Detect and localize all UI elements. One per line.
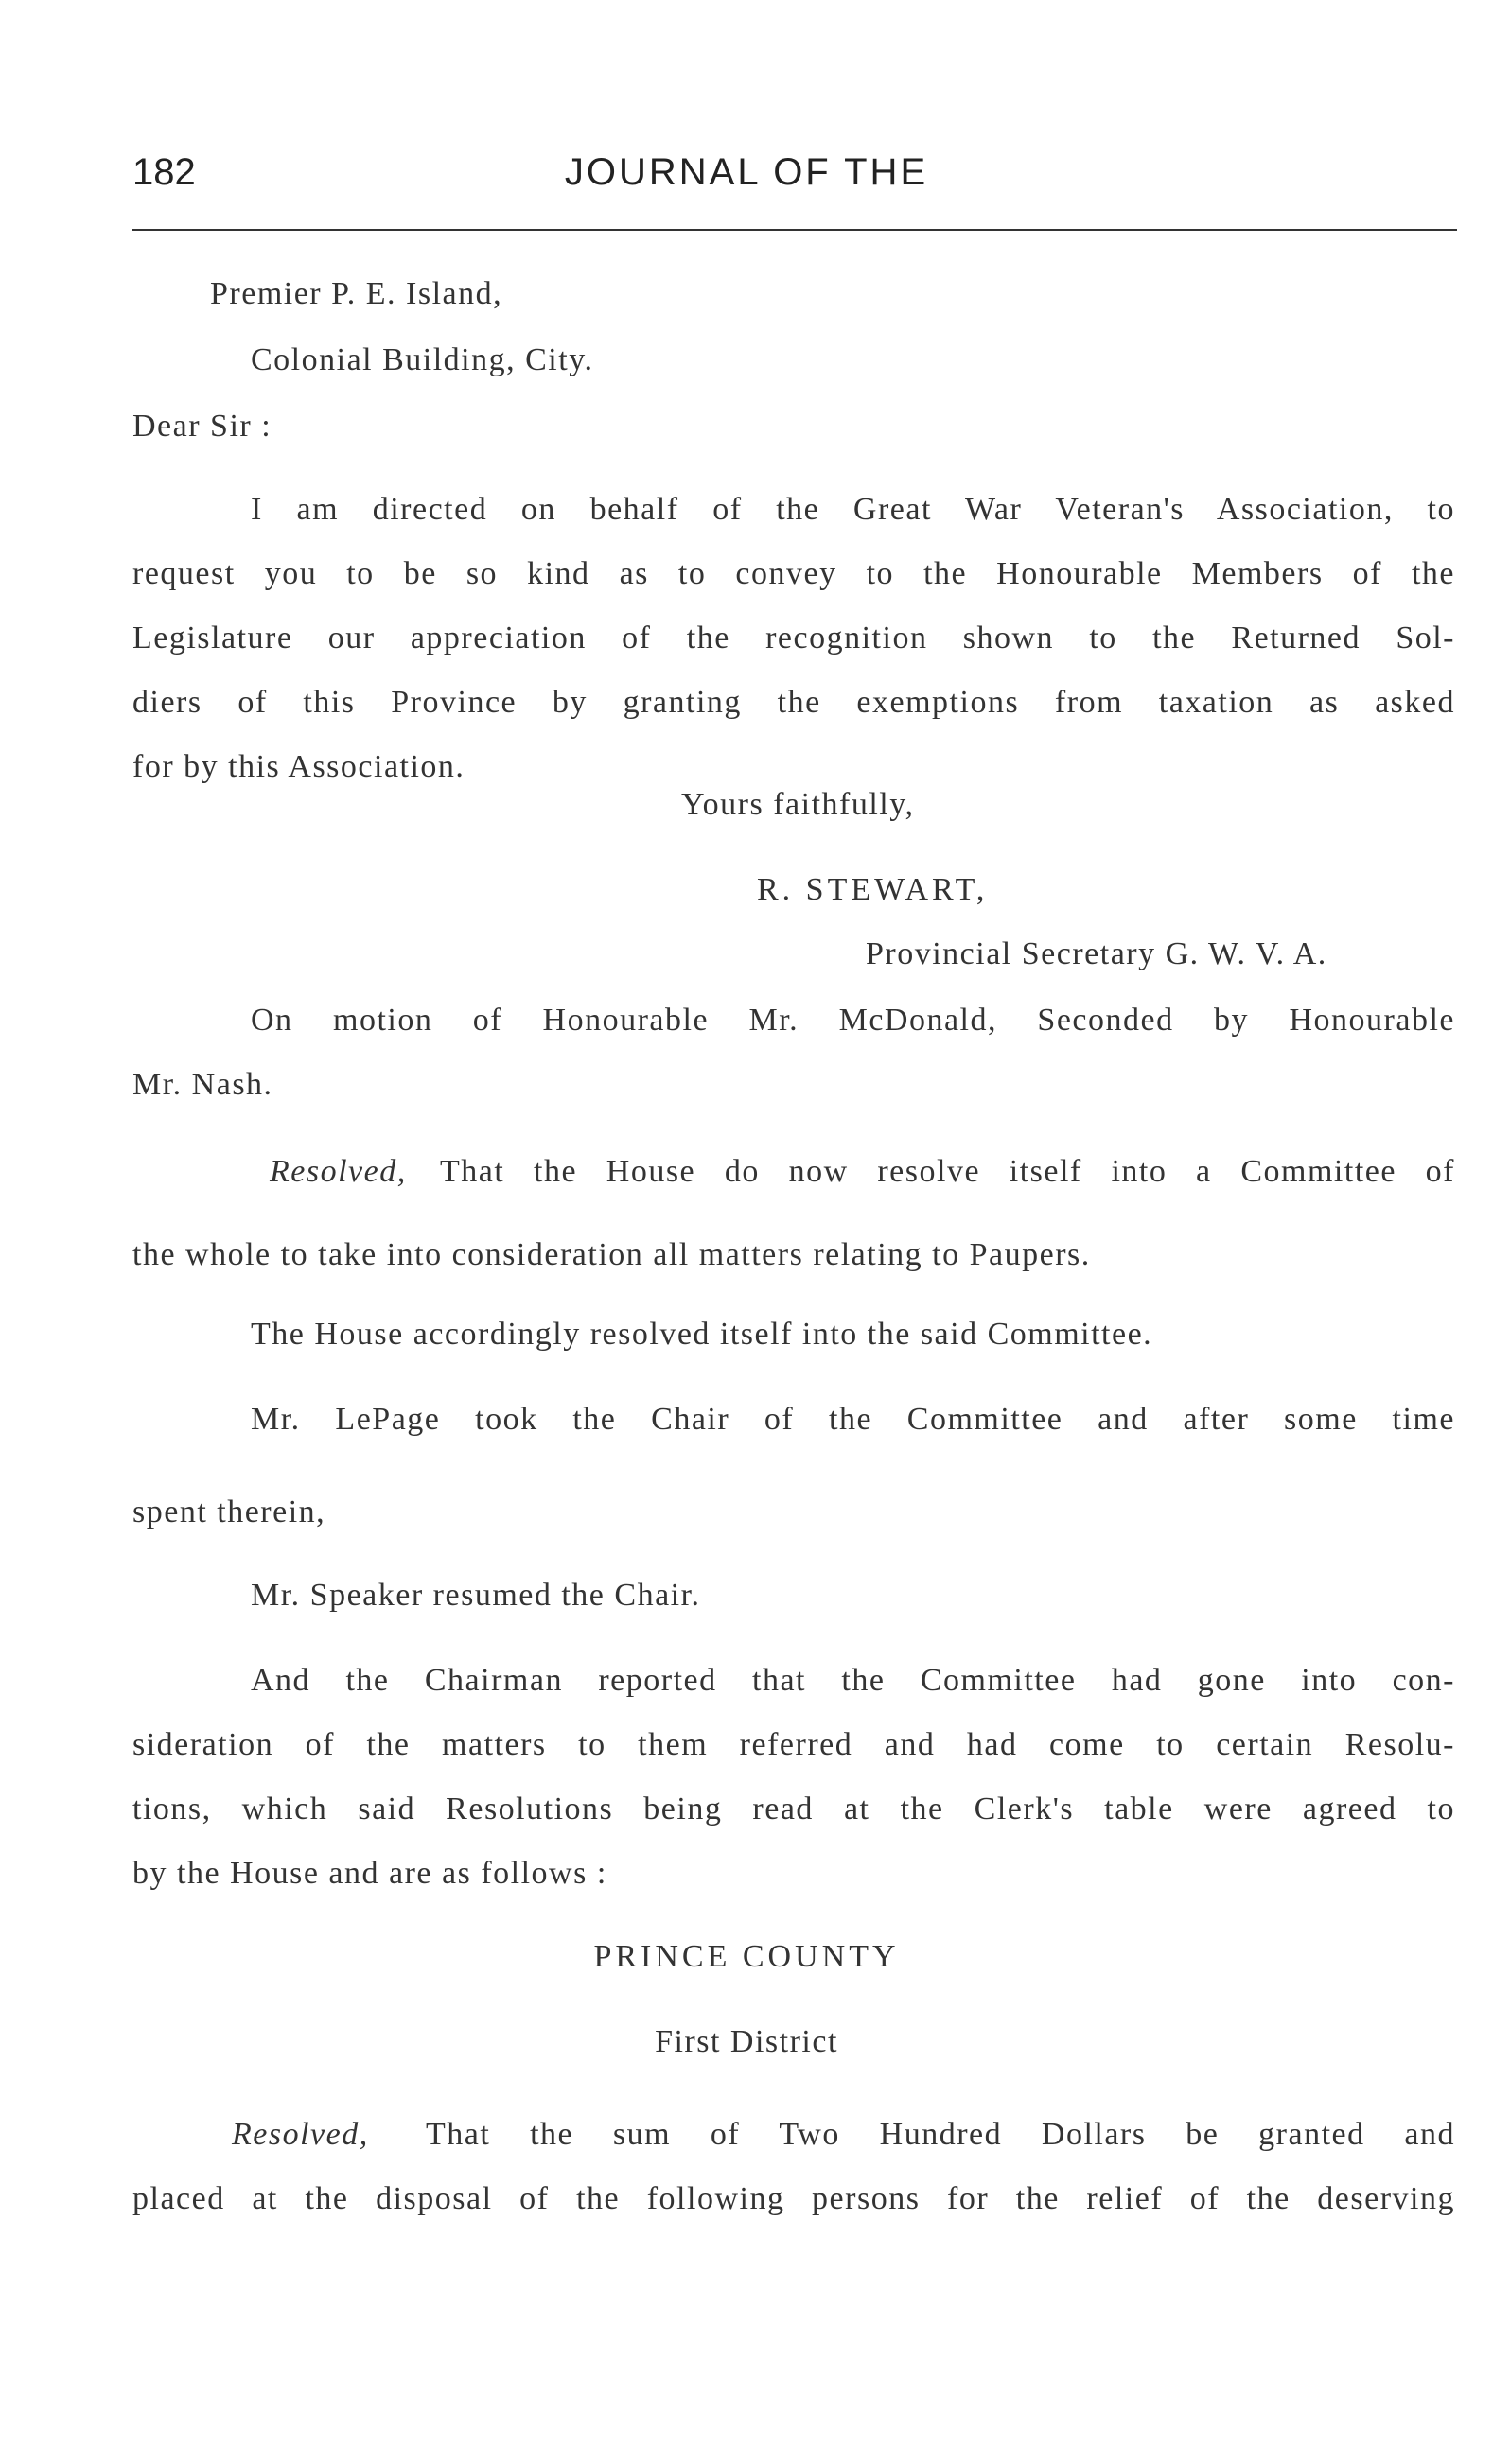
letter-addressee: Premier P. E. Island, — [210, 276, 503, 311]
letter-signature: R. STEWART, — [757, 872, 989, 907]
section-county-heading: PRINCE COUNTY — [593, 1939, 900, 1974]
proceedings-chair-line-2: spent therein, — [132, 1494, 326, 1529]
letter-body-line-1: I am directed on behalf of the Great War Veteran's Association, to — [251, 492, 1455, 527]
proceedings-report-line-1: And the Chairman reported that the Committee had gone into con- — [251, 1663, 1455, 1698]
page-number: 182 — [132, 151, 196, 193]
letter-address: Colonial Building, City. — [251, 342, 594, 377]
letter-body-line-3: Legislature our appreciation of the recognition shown to the Returned Sol- — [132, 620, 1455, 655]
resolution-2-line-2: placed at the disposal of the following persons for the relief of the deserving — [132, 2181, 1455, 2216]
resolution-1-line-2: the whole to take into consideration all matters relating to Paupers. — [132, 1237, 1091, 1272]
letter-signatory-title: Provincial Secretary G. W. V. A. — [866, 936, 1327, 971]
proceedings-speaker: Mr. Speaker resumed the Chair. — [251, 1578, 701, 1613]
letter-salutation: Dear Sir : — [132, 409, 272, 444]
header-rule — [132, 229, 1457, 231]
letter-body-line-5: for by this Association. — [132, 749, 465, 784]
proceedings-report-line-2: sideration of the matters to them referred and had come to certain Resolu- — [132, 1727, 1455, 1762]
letter-closing: Yours faithfully, — [681, 787, 915, 822]
motion-line-1: On motion of Honourable Mr. McDonald, Seconded by Honourable — [251, 1003, 1455, 1038]
resolution-1-label: Resolved, — [270, 1154, 407, 1189]
resolution-1-line-1: That the House do now resolve itself into a Committee of — [440, 1154, 1455, 1189]
proceedings-report-line-4: by the House and are as follows : — [132, 1856, 607, 1891]
letter-body-line-4: diers of this Province by granting the exemptions from taxation as asked — [132, 685, 1455, 720]
letter-body-line-2: request you to be so kind as to convey to the Honourable Members of the — [132, 556, 1455, 591]
section-district-heading: First District — [655, 2024, 838, 2059]
proceedings-resolved-itself: The House accordingly resolved itself into the said Committee. — [251, 1317, 1153, 1352]
resolution-2-label: Resolved, — [232, 2117, 369, 2152]
motion-line-2: Mr. Nash. — [132, 1067, 273, 1102]
proceedings-report-line-3: tions, which said Resolutions being read at the Clerk's table were agreed to — [132, 1791, 1455, 1826]
proceedings-chair-line-1: Mr. LePage took the Chair of the Committee and after some time — [251, 1402, 1455, 1437]
resolution-2-line-1: That the sum of Two Hundred Dollars be granted and — [426, 2117, 1455, 2152]
running-head-title: JOURNAL OF THE — [564, 151, 929, 193]
